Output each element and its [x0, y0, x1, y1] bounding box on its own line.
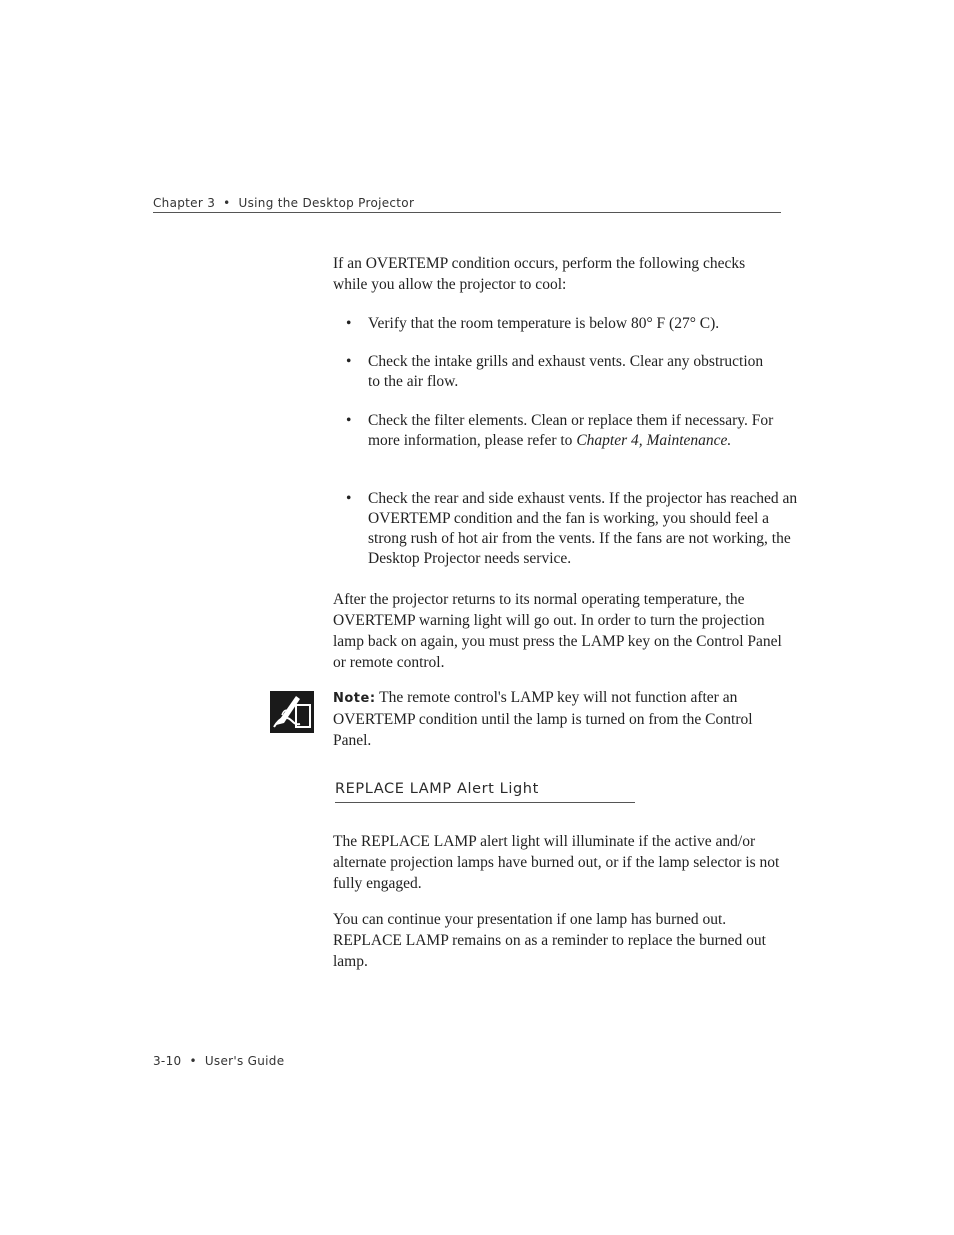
footer-page-number: 3-10: [153, 1054, 182, 1068]
note-paragraph: [333, 687, 788, 751]
intro-block: [333, 253, 753, 295]
section-para-2-block: [333, 909, 793, 972]
note-label: Note:: [333, 691, 376, 706]
running-footer: [153, 1054, 284, 1068]
bullet-dot: •: [346, 490, 352, 507]
list-item-text: Check the rear and side exhaust vents. If the projector has reached an OVERTEMP condition and the fan is working, you should feel a strong rush of hot air from the vents. If the fans are not working, the Desktop Projector needs service.: [368, 490, 798, 567]
after-paragraph: After the projector returns to its normal operating temperature, the OVERTEMP warning light will go out. In order to turn the projection lamp back on again, you must press the LAMP key on the Control Panel or remote control.: [333, 591, 782, 671]
section-paragraph-2: You can continue your presentation if one lamp has burned out. REPLACE LAMP remains on as a reminder to replace the burned out lamp.: [333, 911, 766, 970]
intro-paragraph: If an OVERTEMP condition occurs, perform the following checks while you allow the projector to cool:: [333, 255, 746, 293]
bullet-dot: •: [346, 315, 352, 332]
bullet-dot: •: [346, 353, 352, 370]
list-item: [346, 352, 768, 392]
list-item-text: Check the filter elements. Clean or replace them if necessary. For more information, please refer to: [368, 412, 774, 449]
section-paragraph-1: The REPLACE LAMP alert light will illuminate if the active and/or alternate projection lamps have burned out, or if the lamp selector is not fully engaged.: [333, 833, 780, 892]
header-separator: •: [223, 196, 231, 210]
list-item: [346, 489, 798, 569]
list-item-text: Verify that the room temperature is below 80° F (27° C).: [368, 315, 720, 332]
header-chapter: Chapter 3: [153, 196, 216, 210]
chapter-reference: Chapter 4, Maintenance.: [576, 432, 732, 449]
footer-title: User's Guide: [204, 1054, 285, 1068]
hand-writing-note-icon: [270, 691, 314, 733]
list-item-text: Check the intake grills and exhaust vents. Clear any obstruction to the air flow.: [368, 353, 764, 390]
after-block: [333, 589, 788, 673]
running-header: [153, 196, 781, 213]
list-item: [346, 314, 788, 334]
note-text: The remote control's LAMP key will not function after an OVERTEMP condition until the lamp is turned on from the Control Panel.: [333, 689, 753, 749]
note-block: [333, 687, 788, 751]
section-para-1-block: [333, 831, 788, 894]
bullet-dot: •: [346, 412, 352, 429]
list-item: [346, 411, 798, 451]
section-heading: REPLACE LAMP Alert Light: [335, 781, 635, 803]
hand-writing-note-icon-graphic: [270, 691, 314, 733]
footer-separator: •: [189, 1054, 197, 1068]
header-title: Using the Desktop Projector: [238, 196, 415, 210]
